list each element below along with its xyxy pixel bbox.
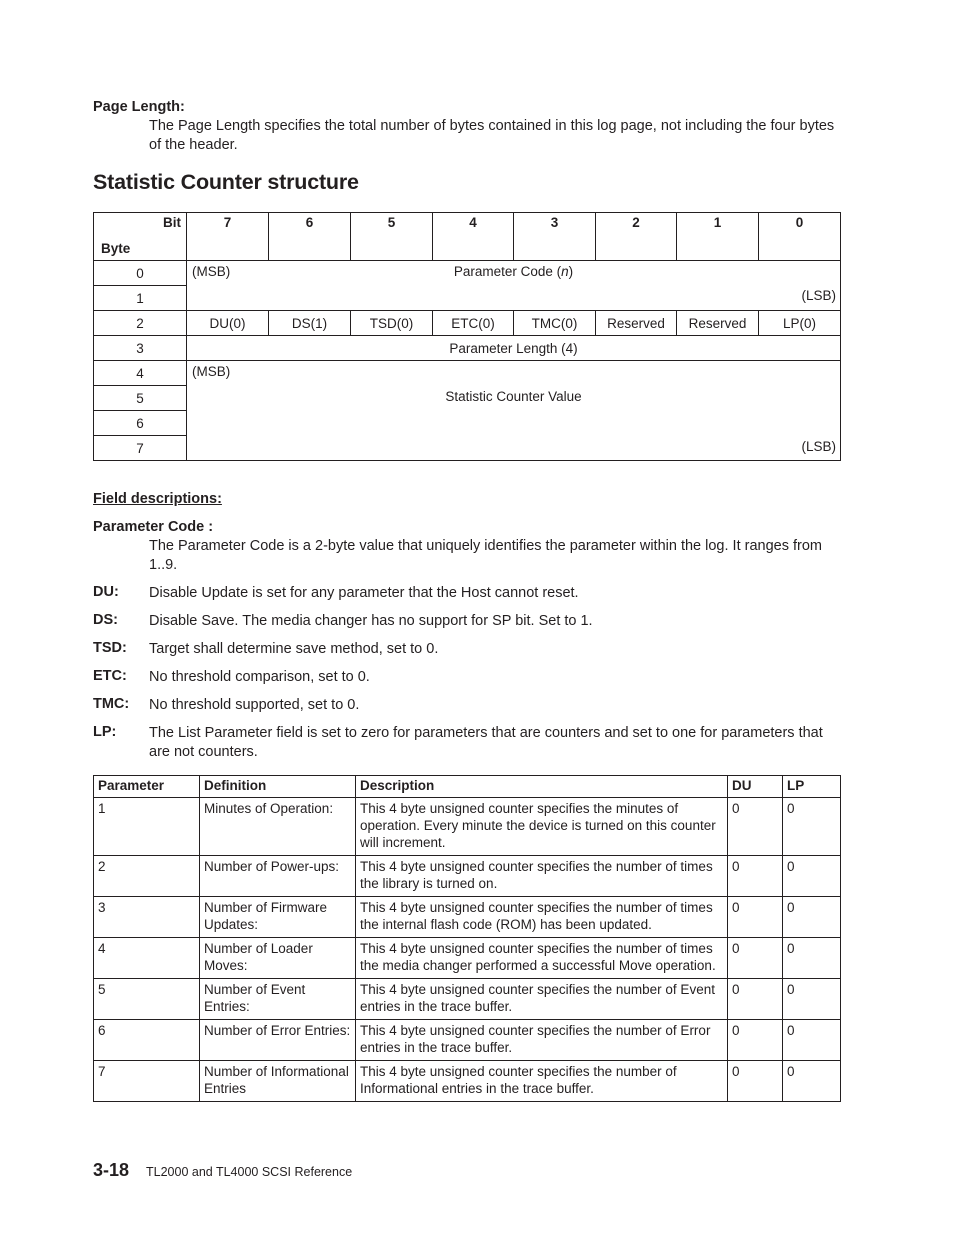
byte-number: 3 — [94, 336, 187, 361]
du-text: Disable Update is set for any parameter that the Host cannot reset. — [149, 585, 579, 601]
lsb-label: (LSB) — [801, 439, 836, 454]
col-header-du: DU — [728, 776, 783, 798]
cell-lp: 0 — [783, 798, 841, 856]
byte-number: 4 — [94, 361, 187, 386]
cell-description: This 4 byte unsigned counter specifies the number of Informational entries in the trace buffer. — [356, 1061, 728, 1102]
byte-label: Byte — [101, 241, 131, 256]
cell-description: This 4 byte unsigned counter specifies the number of Error entries in the trace buffer. — [356, 1020, 728, 1061]
bit-5: 5 — [351, 213, 433, 261]
statistic-counter-field — [187, 361, 841, 461]
byte-row-4 — [94, 361, 841, 386]
flag-ds: DS(1) — [269, 311, 351, 336]
table-row — [94, 938, 841, 979]
statistic-counter-label: Statistic Counter Value — [445, 389, 582, 404]
page-length-text: The Page Length specifies the total number of bytes contained in this log page, not including the four bytes of the header. — [149, 118, 835, 153]
ds-term: DS: — [93, 612, 118, 628]
parameter-length-field: Parameter Length (4) — [187, 336, 841, 361]
etc-term: ETC: — [93, 668, 127, 684]
cell-parameter: 2 — [94, 856, 200, 897]
bit-1: 1 — [677, 213, 759, 261]
flag-reserved: Reserved — [677, 311, 759, 336]
table-row — [94, 798, 841, 856]
cell-lp: 0 — [783, 1020, 841, 1061]
cell-parameter: 7 — [94, 1061, 200, 1102]
cell-du: 0 — [728, 938, 783, 979]
col-header-lp: LP — [783, 776, 841, 798]
cell-definition: Number of Event Entries: — [200, 979, 356, 1020]
parameter-code-text: The Parameter Code is a 2-byte value that uniquely identifies the parameter within the log. It ranges from 1..9. — [149, 538, 822, 573]
bit-2: 2 — [596, 213, 677, 261]
flag-lp: LP(0) — [759, 311, 841, 336]
parameter-code-label: Parameter Code (n) — [453, 264, 574, 279]
cell-du: 0 — [728, 798, 783, 856]
byte-row-3 — [94, 336, 841, 361]
field-descriptions-heading: Field descriptions: — [93, 491, 222, 507]
ds-text: Disable Save. The media changer has no support for SP bit. Set to 1. — [149, 613, 593, 629]
byte-number: 1 — [94, 286, 187, 311]
cell-parameter: 5 — [94, 979, 200, 1020]
bit-layout-table — [93, 212, 841, 461]
tsd-text: Target shall determine save method, set to 0. — [149, 641, 439, 657]
parameters-header-row — [94, 776, 841, 798]
col-header-definition: Definition — [200, 776, 356, 798]
bit-7: 7 — [187, 213, 269, 261]
cell-lp: 0 — [783, 856, 841, 897]
etc-text: No threshold comparison, set to 0. — [149, 669, 370, 685]
cell-description: This 4 byte unsigned counter specifies the number of times the internal flash code (ROM) has been updated. — [356, 897, 728, 938]
cell-description: This 4 byte unsigned counter specifies the minutes of operation. Every minute the device is turned on this counter will increment. — [356, 798, 728, 856]
lp-term: LP: — [93, 724, 117, 740]
cell-description: This 4 byte unsigned counter specifies the number of times the media changer performed a successful Move operation. — [356, 938, 728, 979]
parameter-code-field — [187, 261, 841, 311]
cell-lp: 0 — [783, 897, 841, 938]
cell-definition: Number of Loader Moves: — [200, 938, 356, 979]
byte-number: 5 — [94, 386, 187, 411]
flag-etc: ETC(0) — [433, 311, 514, 336]
table-row — [94, 1061, 841, 1102]
table-row — [94, 856, 841, 897]
flag-tmc: TMC(0) — [514, 311, 596, 336]
byte-number: 6 — [94, 411, 187, 436]
parameter-code-term: Parameter Code : — [93, 519, 214, 535]
flag-du: DU(0) — [187, 311, 269, 336]
bit-4: 4 — [433, 213, 514, 261]
cell-parameter: 4 — [94, 938, 200, 979]
cell-definition: Number of Power-ups: — [200, 856, 356, 897]
page-number: 3-18 — [93, 1160, 130, 1180]
table-row — [94, 1020, 841, 1061]
flag-tsd: TSD(0) — [351, 311, 433, 336]
msb-label: (MSB) — [192, 264, 231, 279]
byte-row-2 — [94, 311, 841, 336]
cell-lp: 0 — [783, 1061, 841, 1102]
byte-number: 2 — [94, 311, 187, 336]
cell-definition: Minutes of Operation: — [200, 798, 356, 856]
col-header-description: Description — [356, 776, 728, 798]
cell-definition: Number of Error Entries: — [200, 1020, 356, 1061]
book-title: TL2000 and TL4000 SCSI Reference — [146, 1165, 353, 1179]
flag-reserved: Reserved — [596, 311, 677, 336]
bit-6: 6 — [269, 213, 351, 261]
section-title: Statistic Counter structure — [93, 170, 359, 194]
lp-text: The List Parameter field is set to zero for parameters that are counters and set to one for parameters that are not counters. — [149, 725, 823, 760]
cell-lp: 0 — [783, 979, 841, 1020]
cell-parameter: 3 — [94, 897, 200, 938]
tsd-term: TSD: — [93, 640, 127, 656]
bit-header-row — [94, 213, 841, 261]
cell-du: 0 — [728, 856, 783, 897]
cell-parameter: 6 — [94, 1020, 200, 1061]
byte-number: 0 — [94, 261, 187, 286]
msb-label: (MSB) — [192, 364, 231, 379]
bit-0: 0 — [759, 213, 841, 261]
bit-3: 3 — [514, 213, 596, 261]
bit-label: Bit — [163, 215, 181, 230]
cell-du: 0 — [728, 979, 783, 1020]
page-length-term: Page Length: — [93, 99, 185, 115]
cell-du: 0 — [728, 1061, 783, 1102]
table-row — [94, 979, 841, 1020]
tmc-text: No threshold supported, set to 0. — [149, 697, 360, 713]
table-row — [94, 897, 841, 938]
du-term: DU: — [93, 584, 119, 600]
cell-description: This 4 byte unsigned counter specifies the number of times the library is turned on. — [356, 856, 728, 897]
cell-description: This 4 byte unsigned counter specifies the number of Event entries in the trace buffer. — [356, 979, 728, 1020]
byte-number: 7 — [94, 436, 187, 461]
cell-du: 0 — [728, 897, 783, 938]
parameters-table — [93, 775, 841, 1102]
col-header-parameter: Parameter — [94, 776, 200, 798]
tmc-term: TMC: — [93, 696, 130, 712]
cell-du: 0 — [728, 1020, 783, 1061]
byte-row-0 — [94, 261, 841, 286]
bit-byte-corner — [94, 213, 187, 261]
cell-parameter: 1 — [94, 798, 200, 856]
cell-definition: Number of Firmware Updates: — [200, 897, 356, 938]
cell-lp: 0 — [783, 938, 841, 979]
cell-definition: Number of Informational Entries — [200, 1061, 356, 1102]
lsb-label: (LSB) — [801, 288, 836, 303]
